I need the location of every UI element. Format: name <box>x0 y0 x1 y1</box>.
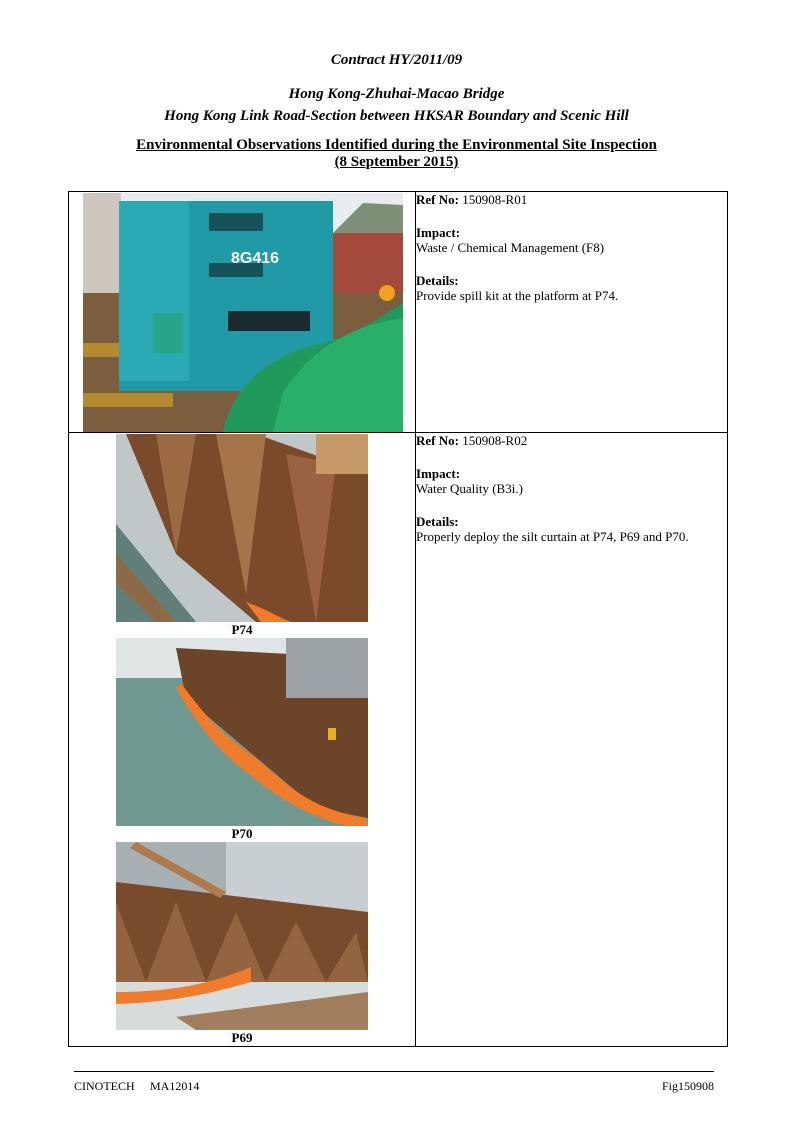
photo-cell-1 <box>69 192 416 433</box>
photo-caption-p74: P74 <box>231 622 253 637</box>
details-text: Provide spill kit at the platform at P74. <box>416 288 619 303</box>
photo-p70 <box>116 638 368 826</box>
photo-p74 <box>116 434 368 622</box>
details-text: Properly deploy the silt curtain at P74, P69 and P70. <box>416 529 689 544</box>
photo-p69 <box>116 842 368 1030</box>
observation-text-2 <box>416 433 728 1047</box>
ref-number: 150908-R02 <box>462 433 528 448</box>
photo-caption-p70: P70 <box>231 826 253 841</box>
photo-caption-p69: P69 <box>231 1030 253 1045</box>
observation-row-1 <box>69 192 728 433</box>
title-date: (8 September 2015) <box>334 154 459 170</box>
ref-label: Ref No: <box>416 192 459 207</box>
photo-cell-2 <box>69 433 416 1047</box>
footer-company: CINOTECH <box>74 1079 135 1093</box>
impact-text: Water Quality (B3i.) <box>416 481 523 496</box>
impact-text: Waste / Chemical Management (F8) <box>416 240 605 255</box>
project-section: Hong Kong Link Road-Section between HKSAR Boundary and Scenic Hill <box>164 108 629 124</box>
observation-text-1 <box>416 192 728 433</box>
impact-label: Impact: <box>416 225 461 240</box>
impact-label: Impact: <box>416 466 461 481</box>
footer-figure-number: Fig150908 <box>661 1079 714 1093</box>
details-label: Details: <box>416 514 459 529</box>
generator-photo <box>83 193 403 432</box>
observation-row-2 <box>69 433 728 1047</box>
contract-number: Contract HY/2011/09 <box>330 52 463 68</box>
footer-divider <box>74 1071 714 1072</box>
project-name: Hong Kong-Zhuhai-Macao Bridge <box>288 86 505 102</box>
details-label: Details: <box>416 273 459 288</box>
ref-label: Ref No: <box>416 433 459 448</box>
generator-id-text: 8G416 <box>231 250 280 267</box>
title-line-1: Environmental Observations Identified during the Environmental Site Inspection <box>136 137 657 153</box>
observations-table <box>68 191 728 1047</box>
footer-report-code: MA12014 <box>150 1079 200 1093</box>
ref-number: 150908-R01 <box>462 192 528 207</box>
page-title <box>0 137 793 171</box>
